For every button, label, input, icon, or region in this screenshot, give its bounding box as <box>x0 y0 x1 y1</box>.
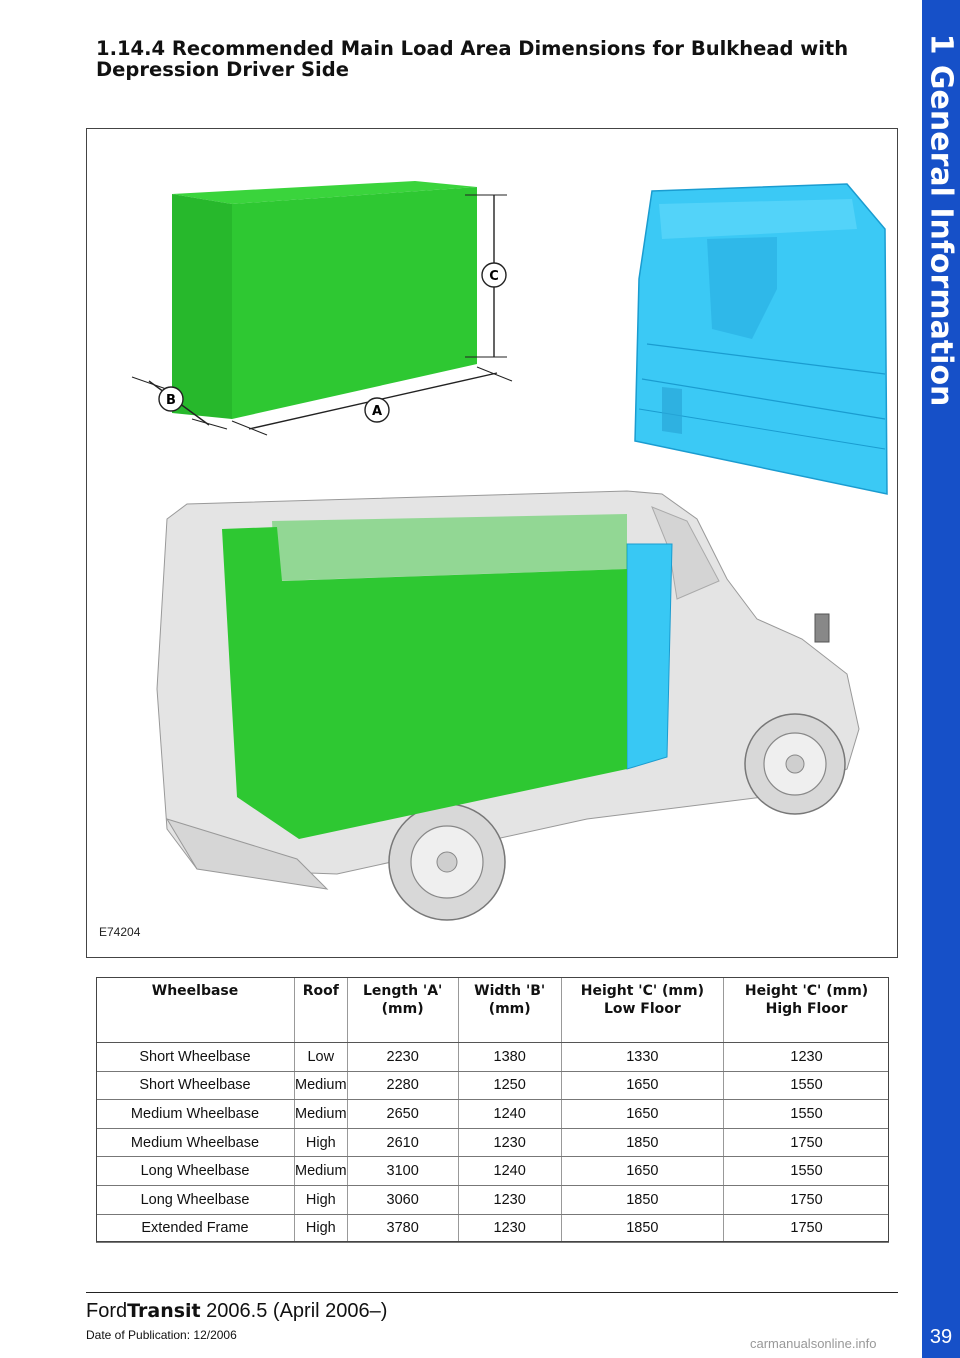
table-row <box>96 1071 889 1100</box>
cell-length: 3780 <box>347 1214 458 1243</box>
load-area-figure <box>86 128 898 958</box>
cargo-box-diagram <box>132 181 512 435</box>
cell-roof: High <box>295 1128 348 1157</box>
header-width-b: Width 'B' (mm) <box>458 977 561 1043</box>
cell-length: 2280 <box>347 1071 458 1100</box>
cell-height-low: 1650 <box>561 1071 724 1100</box>
label-c: C <box>489 269 499 284</box>
cell-roof: High <box>295 1185 348 1214</box>
cell-height-low: 1650 <box>561 1157 724 1186</box>
cell-width: 1230 <box>458 1214 561 1243</box>
cell-width: 1230 <box>458 1128 561 1157</box>
bulkhead-in-van <box>627 544 672 769</box>
cell-height-high: 1550 <box>724 1100 889 1129</box>
van-illustration <box>157 491 859 920</box>
publication-date: Date of Publication: 12/2006 <box>86 1328 237 1342</box>
page-number: 39 <box>929 1326 953 1348</box>
cell-height-low: 1650 <box>561 1100 724 1129</box>
cell-wheelbase: Long Wheelbase <box>96 1157 295 1186</box>
cell-height-high: 1750 <box>724 1185 889 1214</box>
cell-height-low: 1850 <box>561 1128 724 1157</box>
cell-height-high: 1550 <box>724 1071 889 1100</box>
cell-length: 3100 <box>347 1157 458 1186</box>
chapter-tab[interactable] <box>922 0 960 440</box>
footer-brand: Ford <box>86 1300 128 1322</box>
cell-wheelbase: Extended Frame <box>96 1214 295 1243</box>
header-height-c-high: Height 'C' (mm) High Floor <box>724 977 889 1043</box>
cell-width: 1380 <box>458 1043 561 1072</box>
dimensions-table <box>96 977 889 1243</box>
cell-height-high: 1230 <box>724 1043 889 1072</box>
header-height-c-low: Height 'C' (mm) Low Floor <box>561 977 724 1043</box>
cell-width: 1240 <box>458 1157 561 1186</box>
cell-wheelbase: Long Wheelbase <box>96 1185 295 1214</box>
cell-length: 2650 <box>347 1100 458 1129</box>
footer-divider <box>86 1292 898 1293</box>
cell-roof: Low <box>295 1043 348 1072</box>
cell-wheelbase: Short Wheelbase <box>96 1071 295 1100</box>
table-row <box>96 1100 889 1129</box>
table-row <box>96 1128 889 1157</box>
cell-roof: Medium <box>295 1157 348 1186</box>
cell-height-low: 1850 <box>561 1185 724 1214</box>
label-b: B <box>166 393 176 408</box>
footer-model: Transit <box>127 1300 201 1322</box>
cell-height-high: 1750 <box>724 1214 889 1243</box>
cell-width: 1240 <box>458 1100 561 1129</box>
table-row <box>96 1157 889 1186</box>
cell-length: 2230 <box>347 1043 458 1072</box>
cell-roof: Medium <box>295 1071 348 1100</box>
cell-wheelbase: Short Wheelbase <box>96 1043 295 1072</box>
header-roof: Roof <box>295 977 348 1043</box>
cell-width: 1230 <box>458 1185 561 1214</box>
cell-height-low: 1850 <box>561 1214 724 1243</box>
table-row <box>96 1043 889 1072</box>
page-title: 1.14.4 Recommended Main Load Area Dimensions for Bulkhead with Depression Driver Side <box>96 37 849 81</box>
cell-roof: Medium <box>295 1100 348 1129</box>
cell-height-high: 1750 <box>724 1128 889 1157</box>
header-wheelbase: Wheelbase <box>96 977 295 1043</box>
figure-id: E74204 <box>99 925 141 939</box>
label-a: A <box>371 404 383 419</box>
cargo-box-left <box>172 194 232 419</box>
header-length-a: Length 'A' (mm) <box>347 977 458 1043</box>
cargo-box-front <box>232 187 477 419</box>
footer-edition: 2006.5 (April 2006–) <box>200 1300 388 1322</box>
table-row <box>96 1214 889 1243</box>
cell-wheelbase: Medium Wheelbase <box>96 1100 295 1129</box>
table-header-row <box>96 977 889 1043</box>
cell-height-low: 1330 <box>561 1043 724 1072</box>
figure-illustration <box>87 129 897 957</box>
watermark[interactable]: carmanualsonline.info <box>750 1336 877 1351</box>
cell-length: 3060 <box>347 1185 458 1214</box>
footer-title <box>86 1300 387 1323</box>
bulkhead-panel <box>635 184 887 494</box>
cell-wheelbase: Medium Wheelbase <box>96 1128 295 1157</box>
cell-roof: High <box>295 1214 348 1243</box>
chapter-title: 1 General Information <box>923 33 959 407</box>
cell-length: 2610 <box>347 1128 458 1157</box>
cell-width: 1250 <box>458 1071 561 1100</box>
table-row <box>96 1185 889 1214</box>
cell-height-high: 1550 <box>724 1157 889 1186</box>
